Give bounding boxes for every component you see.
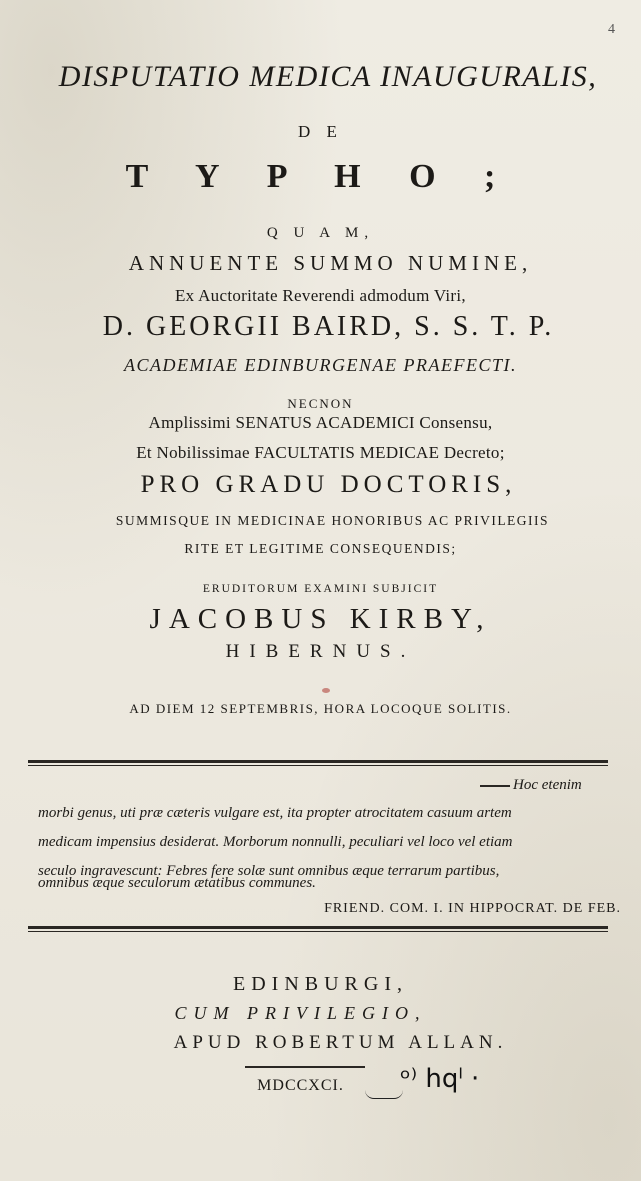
- auctoritate-line: Ex Auctoritate Reverendi admodum Viri,: [175, 286, 466, 305]
- dissertation-title: DISPUTATIO MEDICA INAUGURALIS,: [58, 60, 598, 93]
- examini-line: ERUDITORUM EXAMINI SUBJICIT: [202, 583, 439, 595]
- handwritten-shelfmark: ᵒ⁾ hqˡ ·: [400, 1064, 480, 1094]
- annuente-line: ANNUENTE SUMMO NUMINE,: [128, 251, 533, 275]
- quote-line-4: omnibus æque seculorum ætatibus communes.: [38, 875, 316, 891]
- top-double-rule: [28, 760, 608, 763]
- necnon-line: NECNON: [287, 396, 354, 411]
- de-line: D E: [298, 122, 343, 141]
- quote-dash: [480, 785, 510, 787]
- imprint-short-rule: [245, 1066, 365, 1068]
- imprint-privilege: CUM PRIVILEGIO,: [174, 1003, 427, 1023]
- imprint-year: MDCCXCI.: [257, 1077, 344, 1094]
- quote-opening-text: Hoc etenim: [513, 777, 582, 793]
- quam-line: Q U A M,: [266, 225, 375, 241]
- author-origin: HIBERNUS.: [225, 641, 416, 662]
- bottom-double-rule: [28, 926, 608, 929]
- consequendis-line: RITE ET LEGITIME CONSEQUENDIS;: [184, 541, 457, 556]
- rector-name: D. GEORGII BAIRD, S. S. T. P.: [102, 311, 555, 342]
- quote-line-3: seculo ingravescunt: Febres fere solæ sunt omnibus æque terrarum partibus,: [38, 863, 500, 879]
- rector-title: ACADEMIAE EDINBURGENAE PRAEFECTI.: [124, 355, 517, 375]
- quote-source: FRIEND. COM. I. IN HIPPOCRAT. DE FEB.: [324, 901, 621, 916]
- page-corner-mark: 4: [608, 22, 615, 37]
- honoribus-line: SUMMISQUE IN MEDICINAE HONORIBUS AC PRIVILEGIIS: [115, 513, 550, 528]
- author-name: JACOBUS KIRBY,: [149, 603, 492, 635]
- degree-line: PRO GRADU DOCTORIS,: [140, 471, 517, 498]
- handwritten-stroke: [365, 1090, 403, 1099]
- quote-opening: [480, 778, 620, 793]
- senatus-line: Amplissimi SENATUS ACADEMICI Consensu,: [148, 413, 493, 432]
- quote-line-1: morbi genus, uti præ cæteris vulgare est, ita propter atrocitatem casuum artem: [38, 805, 512, 821]
- imprint-printer: APUD ROBERTUM ALLAN.: [173, 1032, 508, 1053]
- quote-line-2: medicam impensius desiderat. Morborum nonnulli, peculiari vel loco vel etiam: [38, 834, 513, 850]
- date-line: AD DIEM 12 SEPTEMBRIS, HORA LOCOQUE SOLITIS.: [129, 701, 512, 716]
- imprint-city: EDINBURGI,: [233, 973, 408, 995]
- ink-smudge: [322, 688, 330, 693]
- subject-title: T Y P H O ;: [125, 158, 516, 195]
- facultas-line: Et Nobilissimae FACULTATIS MEDICAE Decreto;: [136, 443, 505, 462]
